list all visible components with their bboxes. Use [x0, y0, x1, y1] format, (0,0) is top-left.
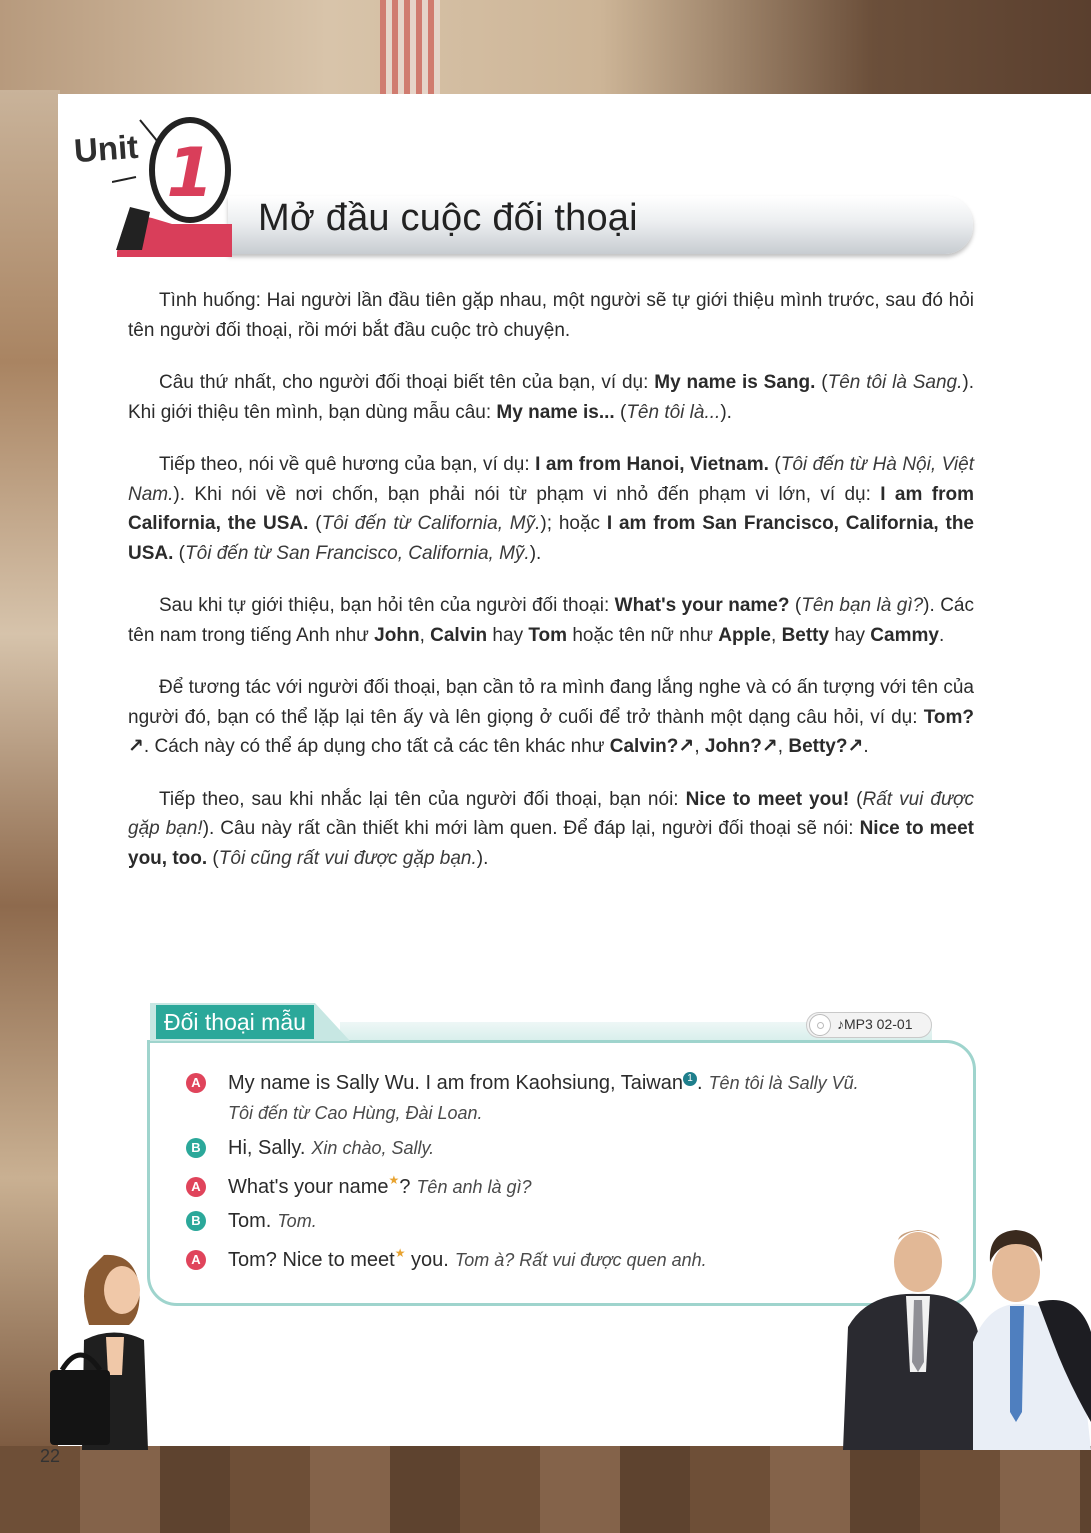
- speaker-b-badge: B: [186, 1138, 206, 1158]
- text-run: Sau khi tự giới thiệu, bạn hỏi tên của người đối thoại:: [159, 595, 615, 616]
- star-icon: ★: [394, 1246, 406, 1260]
- text-run: Nice to meet you, too.: [128, 818, 974, 869]
- cd-icon: [809, 1014, 831, 1036]
- dialogue-line-1: A My name is Sally Wu. I am from Kaohsiung, Taiwan 1 . Tên tôi là Sally Vũ.: [186, 1072, 859, 1095]
- text-run: ,: [777, 736, 789, 757]
- text-run: Cammy: [870, 624, 939, 646]
- lesson-text: [128, 286, 974, 896]
- text-run: (: [768, 454, 781, 475]
- text-run: (: [789, 595, 802, 616]
- text-run: I am from California, the USA.: [128, 483, 974, 534]
- text-run: Betty?↗: [788, 736, 864, 757]
- text-run: (: [815, 372, 828, 393]
- speaker-a-badge: A: [186, 1073, 206, 1093]
- text-run: . Cách này có thể áp dụng cho tất cả các tên khác như: [143, 736, 610, 757]
- text-run: .: [863, 736, 869, 757]
- text-run: Calvin: [430, 624, 488, 646]
- speaker-b-badge: B: [186, 1211, 206, 1231]
- text-run: ).: [476, 847, 489, 869]
- text-run: hay: [829, 624, 871, 646]
- paragraph-2: [128, 368, 974, 427]
- dialogue-line-3: A What's your name★? Tên anh là gì?: [186, 1173, 532, 1199]
- text-run: Tôi đến từ Hà Nội, Việt Nam.: [128, 454, 975, 505]
- text-run: Tôi đến từ San Francisco, California, Mỹ.: [185, 542, 530, 564]
- text-run: Apple: [718, 624, 771, 646]
- text-run: Để tương tác với người đối thoại, bạn cần tỏ ra mình đang lắng nghe và có ấn tượng với tên của người đó, bạn có thể lặp lại tên ấy và lên giọng ở cuối để trở thành một dạng câu hỏi, ví dụ:: [128, 677, 974, 728]
- dialogue-line-2: B Hi, Sally. Xin chào, Sally.: [186, 1137, 434, 1160]
- background-flag-stripe: [380, 0, 440, 100]
- speaker-a-badge: A: [186, 1177, 206, 1197]
- text-run: hoặc tên nữ như: [567, 624, 719, 646]
- text-run: ). Khi nói về nơi chốn, bạn phải nói từ phạm vi nhỏ đến phạm vi lớn, ví dụ:: [173, 483, 881, 505]
- text-run: John?↗: [704, 736, 778, 757]
- text-run: Câu thứ nhất, cho người đối thoại biết tên của bạn, ví dụ:: [159, 372, 655, 393]
- text-run: ,: [694, 736, 705, 757]
- text-run: (: [308, 513, 322, 534]
- text-run: hay: [487, 624, 529, 646]
- text-run: ,: [419, 624, 431, 646]
- text-run: Tom?↗: [128, 706, 974, 757]
- text-run: ).: [720, 401, 732, 423]
- text-run: Nice to meet you!: [685, 788, 850, 810]
- text-run: ). Các tên nam trong tiếng Anh như: [128, 595, 974, 646]
- dialogue-line-5: A Tom? Nice to meet★ you. Tom à? Rất vui được quen anh.: [186, 1246, 707, 1272]
- woman-illustration: [44, 1245, 159, 1450]
- text-run: Tình huống: Hai người lần đầu tiên gặp nhau, một người sẽ tự giới thiệu mình trước, sau đó hỏi tên người đối thoại, rồi mới bắt đầu cuộc trò chuyện.: [128, 290, 974, 341]
- text-run: ).: [529, 542, 542, 564]
- text-run: I am from Hanoi, Vietnam.: [535, 454, 769, 475]
- text-run: Tiếp theo, nói về quê hương của bạn, ví dụ:: [159, 454, 536, 475]
- text-run: (: [173, 542, 186, 564]
- dialogue-title: Đối thoại mẫu: [156, 1005, 314, 1039]
- star-icon: ★: [388, 1173, 400, 1187]
- text-run: Tên tôi là Sang.: [827, 372, 963, 393]
- text-run: ,: [771, 624, 782, 646]
- text-run: (: [614, 401, 627, 423]
- text-run: My name is...: [496, 401, 615, 423]
- text-run: ). Câu này rất cần thiết khi mới làm quen. Để đáp lại, người đối thoại sẽ nói:: [202, 818, 860, 839]
- paragraph-5: [128, 673, 974, 762]
- text-run: Tôi đến từ California, Mỹ.: [321, 513, 541, 534]
- unit-number: 1: [166, 134, 214, 213]
- text-run: Tên tôi là...: [626, 401, 721, 423]
- text-run: I am from San Francisco, California, the USA.: [128, 513, 974, 564]
- text-run: ); hoặc: [540, 513, 607, 534]
- audio-track-button[interactable]: [806, 1012, 932, 1038]
- text-run: Tên bạn là gì?: [801, 595, 924, 616]
- text-run: Tom: [528, 624, 568, 646]
- text-run: My name is Sang.: [654, 372, 816, 393]
- music-note-icon: ♪: [837, 1016, 844, 1032]
- text-run: Tiếp theo, sau khi nhắc lại tên của người đối thoại, bạn nói:: [159, 788, 686, 810]
- text-run: Calvin?↗: [609, 736, 695, 757]
- text-run: John: [374, 624, 420, 646]
- text-run: Betty: [781, 624, 830, 646]
- paragraph-6: [128, 785, 974, 874]
- text-run: Rất vui được gặp bạn!: [128, 788, 974, 839]
- footnote-marker: 1: [683, 1072, 697, 1086]
- text-run: ). Khi giới thiệu tên mình, bạn dùng mẫu câu:: [128, 372, 975, 423]
- dialogue-line-1-translation: Tôi đến từ Cao Hùng, Đài Loan.: [228, 1103, 483, 1123]
- men-illustration: [838, 1222, 1091, 1450]
- text-run: (: [207, 847, 219, 869]
- page-title: Mở đầu cuộc đối thoại: [258, 197, 638, 239]
- paragraph-1: [128, 286, 974, 345]
- text-run: What's your name?: [614, 595, 790, 616]
- dialogue-line-4: B Tom. Tom.: [186, 1210, 317, 1233]
- paragraph-3: [128, 450, 974, 568]
- text-run: (: [849, 788, 863, 810]
- speaker-a-badge: A: [186, 1250, 206, 1270]
- paragraph-4: [128, 591, 974, 650]
- background-bottom: [0, 1446, 1091, 1533]
- unit-label: Unit: [72, 127, 140, 170]
- text-run: Tôi cũng rất vui được gặp bạn.: [218, 847, 477, 869]
- audio-track-label: MP3 02-01: [844, 1016, 913, 1032]
- page-number: 22: [40, 1446, 61, 1466]
- text-run: .: [938, 624, 945, 646]
